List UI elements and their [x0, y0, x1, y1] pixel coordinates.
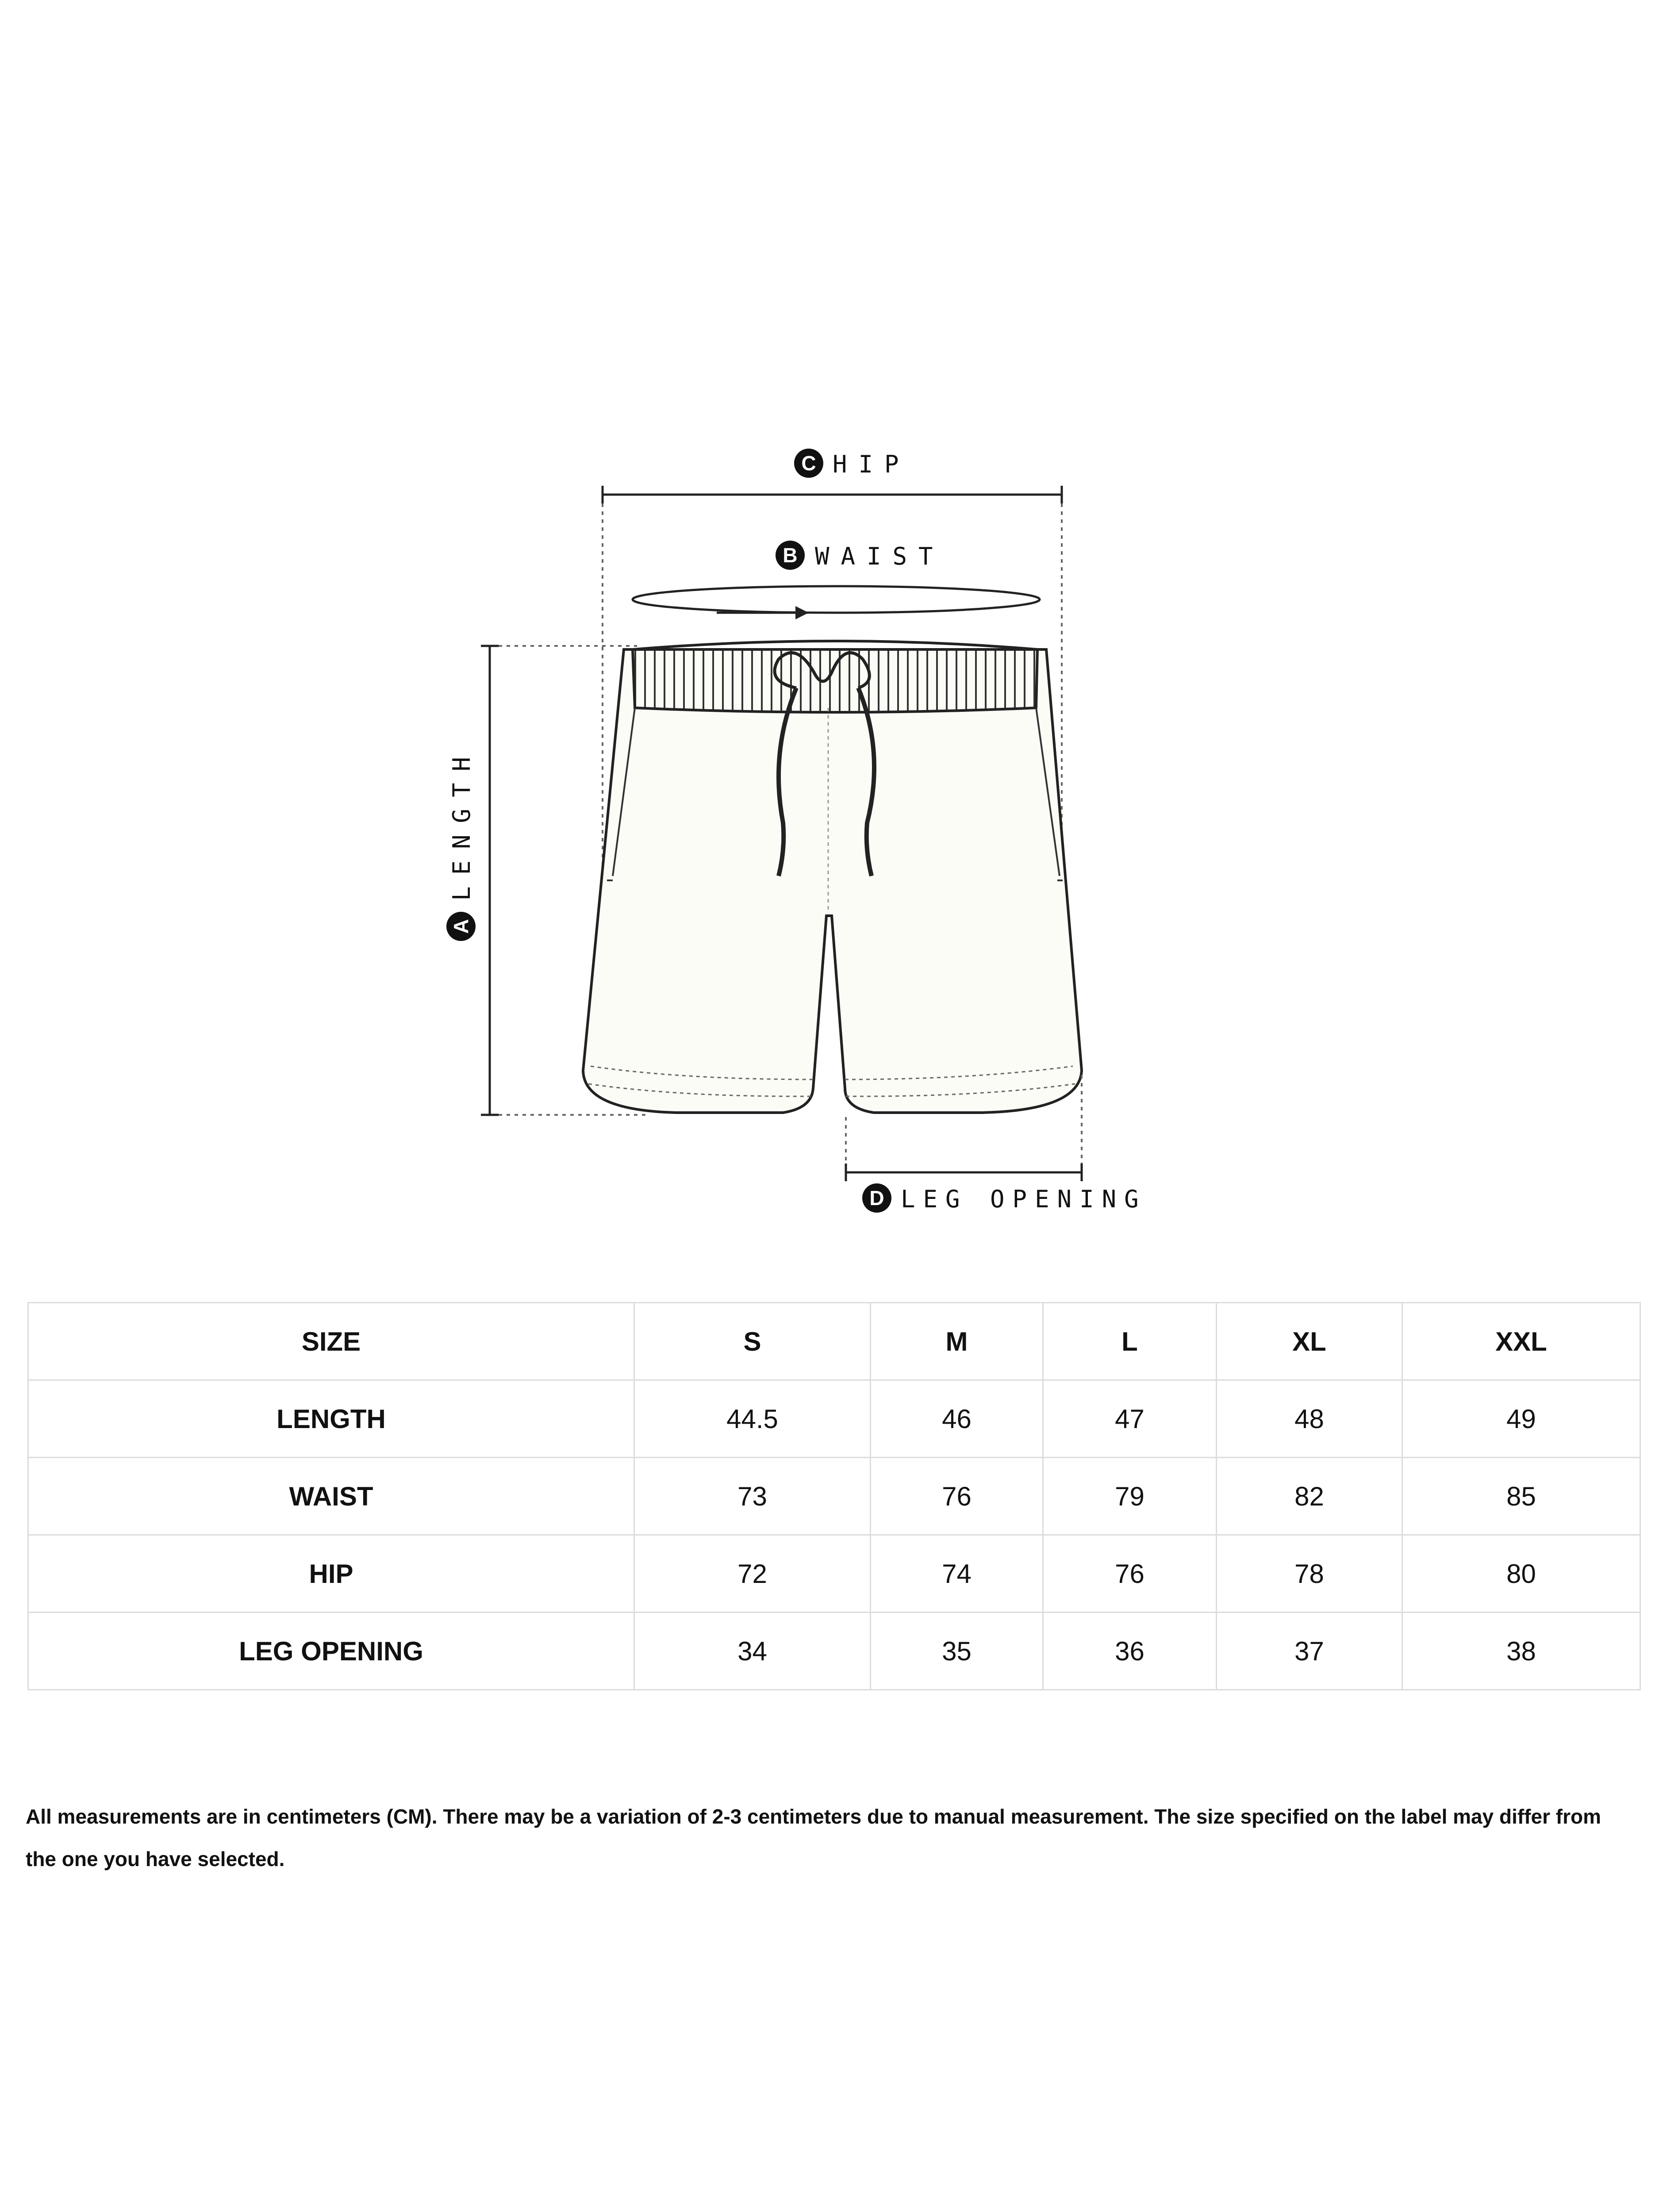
header-cell: M [871, 1303, 1043, 1380]
leg-opening-badge-letter: D [869, 1187, 884, 1210]
table-cell: 72 [634, 1535, 871, 1613]
table-cell: 36 [1043, 1613, 1217, 1690]
table-cell: 49 [1402, 1380, 1640, 1458]
shorts-illustration [583, 641, 1082, 1113]
header-cell: SIZE [28, 1303, 634, 1380]
table-header-row [28, 1303, 1640, 1380]
table-row [28, 1613, 1640, 1690]
table-cell: 35 [871, 1613, 1043, 1690]
table-cell: 37 [1217, 1613, 1402, 1690]
table-cell: 76 [1043, 1535, 1217, 1613]
row-label: LENGTH [28, 1380, 634, 1458]
table-cell: 76 [871, 1458, 1043, 1535]
table-cell: 47 [1043, 1380, 1217, 1458]
table-cell: 80 [1402, 1535, 1640, 1613]
table-cell: 46 [871, 1380, 1043, 1458]
row-label: WAIST [28, 1458, 634, 1535]
waist-badge-letter: B [783, 544, 798, 567]
table-cell: 34 [634, 1613, 871, 1690]
header-cell: L [1043, 1303, 1217, 1380]
table-row [28, 1380, 1640, 1458]
leg-opening-label-text: LEG OPENING [901, 1185, 1147, 1213]
length-label [446, 745, 476, 941]
header-cell: XXL [1402, 1303, 1640, 1380]
waist-label-text: WAIST [815, 542, 945, 570]
header-cell: S [634, 1303, 871, 1380]
length-label-text: LENGTH [448, 745, 476, 901]
waist-label [776, 541, 945, 570]
hip-label-text: HIP [833, 450, 910, 478]
table-cell: 38 [1402, 1613, 1640, 1690]
header-cell: XL [1217, 1303, 1402, 1380]
row-label: LEG OPENING [28, 1613, 634, 1690]
table-row [28, 1535, 1640, 1613]
size-chart-table [27, 1302, 1641, 1690]
waist-dimension [633, 541, 1040, 613]
table-cell: 79 [1043, 1458, 1217, 1535]
table-cell: 74 [871, 1535, 1043, 1613]
leg-opening-label [862, 1183, 1147, 1213]
row-label: HIP [28, 1535, 634, 1613]
table-cell: 44.5 [634, 1380, 871, 1458]
table-cell: 85 [1402, 1458, 1640, 1535]
hip-badge-letter: C [801, 452, 816, 475]
table-cell: 48 [1217, 1380, 1402, 1458]
hip-label [794, 449, 910, 478]
length-badge-letter: A [449, 919, 472, 934]
table-cell: 73 [634, 1458, 871, 1535]
measurement-note: All measurements are in centimeters (CM). There may be a variation of 2-3 centimeters due to manual measurement. The size specified on the label may differ from the one you have selected. [26, 1805, 1601, 1870]
table-row [28, 1458, 1640, 1535]
table-cell: 82 [1217, 1458, 1402, 1535]
table-cell: 78 [1217, 1535, 1402, 1613]
